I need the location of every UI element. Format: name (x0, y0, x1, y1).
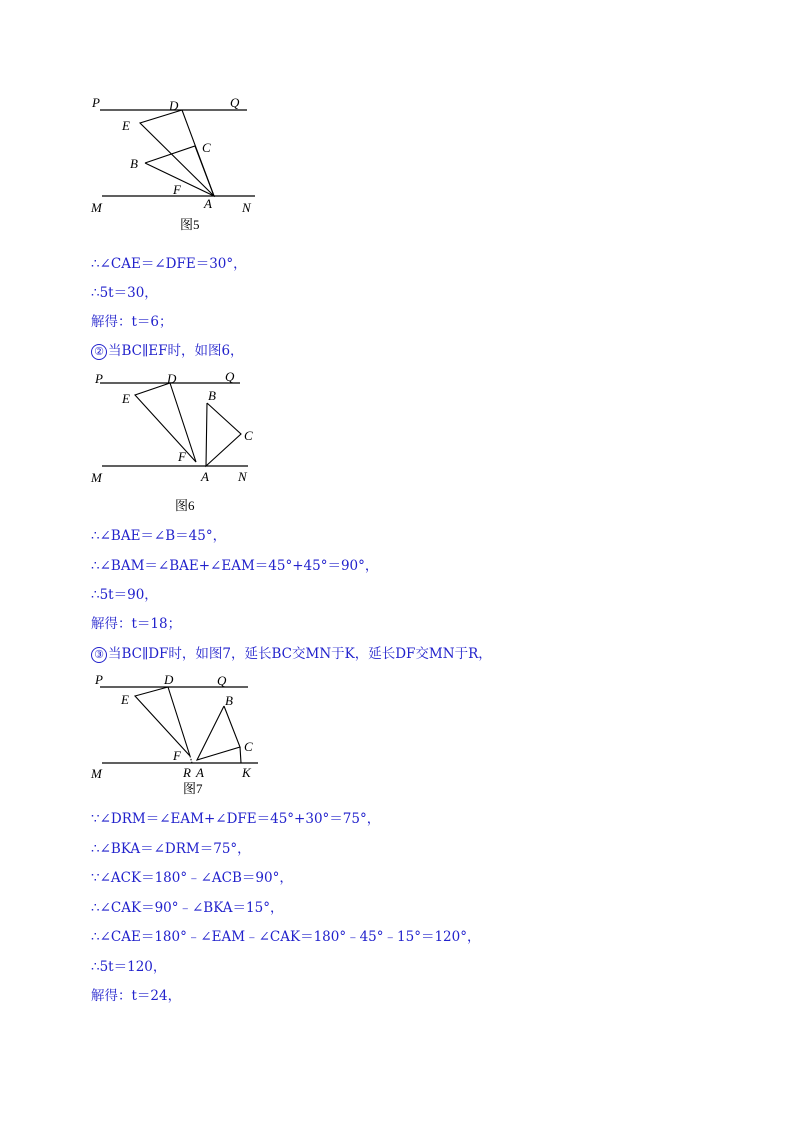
label-F: F (173, 748, 181, 763)
label-P: P (95, 371, 103, 386)
figure-5 (85, 90, 270, 240)
label-M: M (91, 470, 102, 485)
label-A: A (201, 469, 209, 484)
figure-6 (85, 365, 270, 520)
circled-number-3: ③ (91, 647, 107, 663)
label-P: P (92, 95, 100, 110)
text-line-9-body: 当BC∥DF时，如图7，延长BC交MN于K，延长DF交MN于R， (108, 646, 492, 662)
text-line-2: ∴5t＝30， (91, 285, 158, 301)
text-line-8: 解得：t＝18； (91, 616, 182, 632)
label-C: C (202, 140, 211, 155)
label-C: C (244, 739, 253, 754)
label-M: M (91, 766, 102, 781)
text-line-1: ∴∠CAE＝∠DFE＝30°， (91, 256, 247, 272)
figure-caption: 图6 (175, 498, 195, 513)
label-E: E (121, 692, 129, 707)
figure-caption: 图7 (183, 781, 203, 796)
text-line-4 (91, 342, 244, 360)
text-line-12: ∵∠ACK＝180°﹣∠ACB＝90°， (91, 870, 293, 886)
figure-5-diagram (85, 90, 270, 240)
label-F: F (178, 449, 186, 464)
label-A: A (196, 765, 204, 780)
text-line-4-body: 当BC∥EF时，如图6， (108, 343, 244, 359)
text-line-10: ∵∠DRM＝∠EAM+∠DFE＝45°+30°＝75°， (91, 811, 381, 827)
text-line-7: ∴5t＝90， (91, 587, 158, 603)
label-D: D (167, 371, 177, 386)
label-N: N (238, 469, 247, 484)
figure-7-diagram (85, 668, 270, 798)
label-C: C (244, 428, 253, 443)
label-Q: Q (225, 369, 235, 384)
figure-6-diagram (85, 365, 270, 520)
label-R: R (183, 765, 191, 780)
text-line-6: ∴∠BAM＝∠BAE+∠EAM＝45°+45°＝90°， (91, 558, 379, 574)
label-A: A (204, 196, 212, 211)
label-D: D (169, 98, 179, 113)
label-E: E (122, 391, 130, 406)
text-line-5: ∴∠BAE＝∠B＝45°， (91, 528, 227, 544)
label-K: K (242, 765, 251, 780)
label-F: F (173, 182, 181, 197)
text-line-14: ∴∠CAE＝180°﹣∠EAM﹣∠CAK＝180°﹣45°﹣15°＝120°， (91, 929, 481, 945)
text-line-13: ∴∠CAK＝90°﹣∠BKA＝15°， (91, 900, 284, 916)
label-E: E (122, 118, 130, 133)
text-line-11: ∴∠BKA＝∠DRM＝75°， (91, 841, 251, 857)
circled-number-2: ② (91, 344, 107, 360)
figure-7 (85, 668, 270, 798)
label-B: B (208, 388, 216, 403)
label-N: N (242, 200, 251, 215)
label-M: M (91, 200, 102, 215)
figure-caption: 图5 (180, 217, 200, 232)
text-line-16: 解得：t＝24， (91, 988, 182, 1004)
label-D: D (164, 672, 174, 687)
label-B: B (130, 156, 138, 171)
text-line-3: 解得：t＝6； (91, 314, 173, 330)
text-line-15: ∴5t＝120， (91, 959, 167, 975)
label-P: P (95, 672, 103, 687)
label-B: B (225, 693, 233, 708)
label-Q: Q (217, 673, 227, 688)
label-Q: Q (230, 95, 240, 110)
text-line-9 (91, 645, 492, 663)
